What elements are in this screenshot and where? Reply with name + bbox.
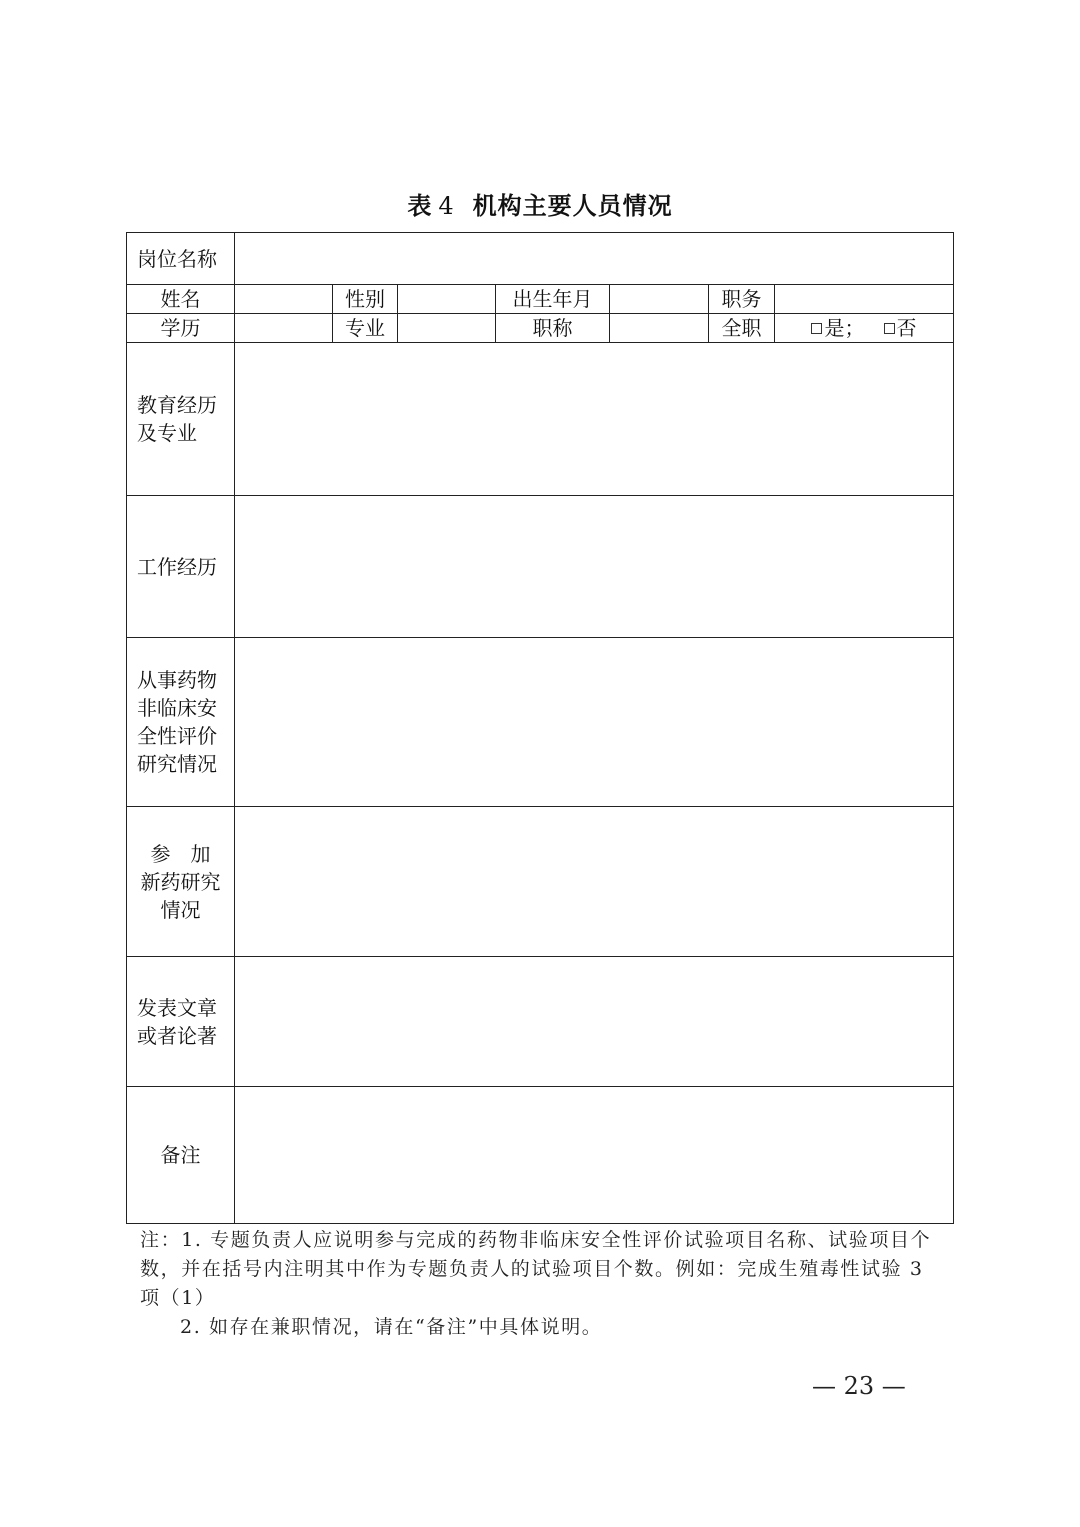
publications-label-line: 或者论著 bbox=[137, 1023, 217, 1048]
new-drug-row bbox=[127, 807, 954, 957]
fulltime-label: 全职 bbox=[709, 314, 775, 343]
research-label-line: 非临床安 bbox=[137, 696, 217, 720]
research-field[interactable] bbox=[235, 638, 954, 807]
position-name-label: 岗位名称 bbox=[127, 233, 235, 285]
birth-field[interactable] bbox=[610, 285, 709, 314]
table-number: 4 bbox=[438, 192, 455, 220]
remarks-label-line: 备注 bbox=[160, 1143, 201, 1167]
personnel-form-table bbox=[126, 232, 954, 1224]
edu-history-field[interactable] bbox=[235, 343, 954, 496]
remarks-field[interactable] bbox=[235, 1087, 954, 1224]
fulltime-no-label: 否 bbox=[896, 316, 917, 340]
gender-label: 性别 bbox=[333, 285, 398, 314]
fulltime-yes-checkbox[interactable] bbox=[811, 323, 822, 334]
work-history-field[interactable] bbox=[235, 496, 954, 638]
research-row bbox=[127, 638, 954, 807]
gender-field[interactable] bbox=[398, 285, 496, 314]
basic-info-row-2 bbox=[127, 314, 954, 343]
table-title-text: 机构主要人员情况 bbox=[472, 192, 673, 220]
research-label-line: 全性评价 bbox=[137, 724, 217, 748]
duty-label: 职务 bbox=[709, 285, 775, 314]
title-label: 职称 bbox=[496, 314, 610, 343]
title-field[interactable] bbox=[610, 314, 709, 343]
work-history-label-line: 工作经历 bbox=[137, 554, 217, 579]
fulltime-yes-label: 是； bbox=[824, 316, 865, 340]
publications-label-line: 发表文章 bbox=[137, 995, 217, 1020]
fulltime-no-checkbox[interactable] bbox=[884, 323, 895, 334]
edu-history-label bbox=[127, 343, 235, 496]
position-name-field[interactable] bbox=[235, 233, 954, 285]
new-drug-field[interactable] bbox=[235, 807, 954, 957]
new-drug-label-line: 参 加 bbox=[150, 841, 211, 866]
new-drug-label-line: 情况 bbox=[160, 897, 201, 922]
edu-history-label-line: 及专业 bbox=[137, 421, 197, 445]
research-label-line: 研究情况 bbox=[137, 752, 217, 776]
page-number: — 23 — bbox=[812, 1372, 906, 1400]
basic-info-row-1 bbox=[127, 285, 954, 314]
major-field[interactable] bbox=[398, 314, 496, 343]
duty-field[interactable] bbox=[775, 285, 954, 314]
name-field[interactable] bbox=[235, 285, 333, 314]
work-history-row bbox=[127, 496, 954, 638]
new-drug-label-line: 新药研究 bbox=[140, 869, 221, 894]
fulltime-options bbox=[775, 314, 954, 343]
publications-row bbox=[127, 957, 954, 1087]
major-label: 专业 bbox=[333, 314, 398, 343]
position-row bbox=[127, 233, 954, 285]
edu-history-row bbox=[127, 343, 954, 496]
table-prefix: 表 bbox=[407, 192, 433, 220]
education-label: 学历 bbox=[127, 314, 235, 343]
research-label bbox=[127, 638, 235, 807]
publications-label bbox=[127, 957, 235, 1087]
note-1: 注：1. 专题负责人应说明参与完成的药物非临床安全性评价试验项目名称、试验项目个数，并在括号内注明其中作为专题负责人的试验项目个数。例如：完成生殖毒性试验 3 项（1） bbox=[140, 1229, 932, 1309]
note-2: 2. 如存在兼职情况，请在“备注”中具体说明。 bbox=[180, 1316, 603, 1338]
remarks-label bbox=[127, 1087, 235, 1224]
remarks-row bbox=[127, 1087, 954, 1224]
research-label-line: 从事药物 bbox=[137, 668, 217, 692]
education-field[interactable] bbox=[235, 314, 333, 343]
new-drug-label bbox=[127, 807, 235, 957]
notes bbox=[140, 1226, 940, 1342]
name-label: 姓名 bbox=[127, 285, 235, 314]
publications-field[interactable] bbox=[235, 957, 954, 1087]
page-title bbox=[0, 186, 1080, 221]
birth-label: 出生年月 bbox=[496, 285, 610, 314]
edu-history-label-line: 教育经历 bbox=[137, 393, 217, 417]
work-history-label bbox=[127, 496, 235, 638]
